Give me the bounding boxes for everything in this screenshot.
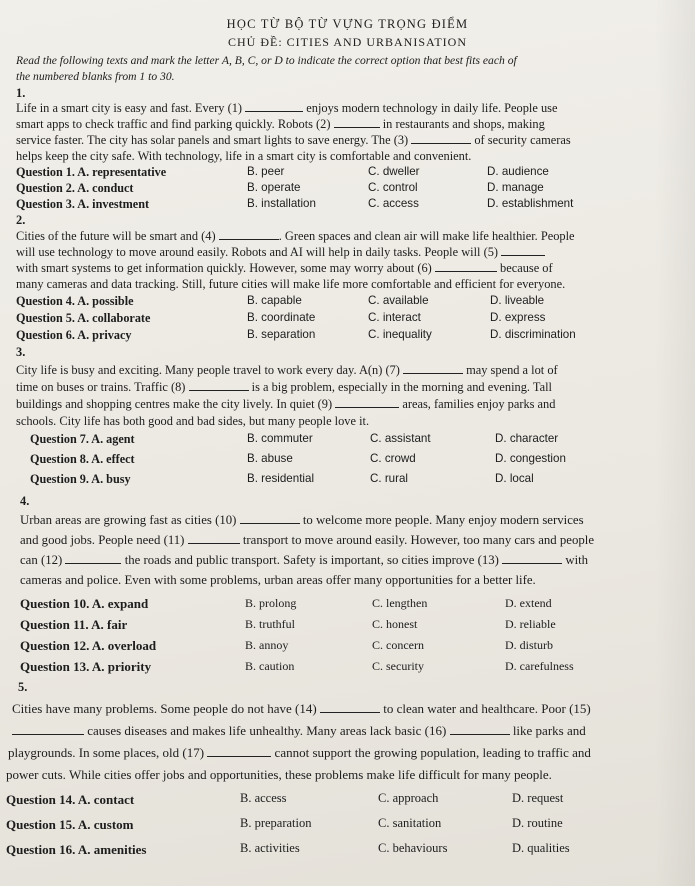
blank-2[interactable] [334,117,380,128]
question-6-label[interactable]: Question 6. A. privacy [16,328,132,342]
passage-3-line-3 [16,397,555,412]
passage-5-text: causes diseases and makes life unhealthy. Many areas lack basic (16) [87,723,447,738]
question-16-option-c[interactable]: C. behaviours [378,841,448,855]
passage-4-text: to welcome more people. Many enjoy modern services [302,513,584,527]
blank-1[interactable] [245,101,303,112]
question-11-option-c[interactable]: C. honest [372,617,418,631]
question-15-option-b[interactable]: B. preparation [240,816,312,830]
question-3-option-b[interactable]: B. installation [247,197,316,210]
blank-16[interactable] [450,724,510,735]
question-10-label[interactable]: Question 10. A. expand [20,596,149,611]
passage-1-line-1 [16,101,557,116]
passage-5-line-3 [8,745,591,761]
blank-6[interactable] [435,261,497,272]
passage-1-text: of security cameras [474,133,571,147]
passage-1-text: in restaurants and shops, making [382,117,545,131]
question-8-label[interactable]: Question 8. A. effect [30,452,135,466]
passage-3-text: City life is busy and exciting. Many people travel to work every day. A(n) (7) [16,363,400,377]
question-13-option-d[interactable]: D. carefulness [505,659,574,673]
question-13-option-c[interactable]: C. security [372,659,424,673]
passage-4-text: and good jobs. People need (11) [20,533,185,547]
question-2-option-c[interactable]: C. control [368,181,418,194]
question-7-option-d[interactable]: D. character [495,432,559,445]
passage-5-text: like parks and [512,723,586,738]
question-7-option-b[interactable]: B. commuter [247,432,313,445]
passage-2-line-1 [16,229,575,244]
blank-4[interactable] [219,229,279,240]
question-2-option-d[interactable]: D. manage [487,181,544,194]
question-16-option-b[interactable]: B. activities [240,841,300,855]
passage-3-text: is a big problem, especially in the morning and evening. Tall [251,380,552,394]
question-15-option-d[interactable]: D. routine [512,816,563,830]
passage-3-line-4: schools. City life has both good and bad sides, but many people love it. [16,414,370,428]
question-6-option-c[interactable]: C. inequality [368,328,432,341]
blank-9[interactable] [335,397,399,408]
passage-2-text: with smart systems to get information quickly. However, some may worry about (6) [16,261,432,275]
passage-3-line-1 [16,363,558,378]
question-10-option-c[interactable]: C. lengthen [372,596,428,610]
question-3-label[interactable]: Question 3. A. investment [16,197,150,211]
blank-8[interactable] [189,380,249,391]
passage-4-text: can (12) [20,553,63,567]
question-10-option-d[interactable]: D. extend [505,596,552,610]
question-13-option-b[interactable]: B. caution [245,659,295,673]
question-11-option-d[interactable]: D. reliable [505,617,556,631]
passage-5-text: cannot support the growing population, leading to traffic and [274,745,591,760]
blank-10[interactable] [240,513,300,524]
blank-13[interactable] [502,553,562,564]
question-8-option-d[interactable]: D. congestion [495,452,566,465]
question-12-option-c[interactable]: C. concern [372,638,424,652]
question-7-option-c[interactable]: C. assistant [370,432,431,445]
question-13-label[interactable]: Question 13. A. priority [20,659,152,674]
passage-4-text: with [565,553,589,567]
passage-1-text: Life in a smart city is easy and fast. Every (1) [16,101,243,115]
question-14-option-c[interactable]: C. approach [378,791,439,805]
question-14-option-b[interactable]: B. access [240,791,287,805]
page-edge-shadow [655,0,695,886]
question-8-option-c[interactable]: C. crowd [370,452,416,465]
question-15-option-c[interactable]: C. sanitation [378,816,442,830]
passage-3-number: 3. [16,345,26,359]
passage-2-line-2 [16,245,545,260]
question-5-option-b[interactable]: B. coordinate [247,311,316,324]
passage-5-line-4: power cuts. While cities offer jobs and opportunities, these problems make life difficult for many people. [6,767,552,782]
question-5-option-c[interactable]: C. interact [368,311,421,324]
passage-4-text: Urban areas are growing fast as cities (10) [20,513,237,527]
passage-1-text: enjoys modern technology in daily life. People use [306,101,558,115]
question-3-option-c[interactable]: C. access [368,197,419,210]
passage-2-text: will use technology to move around easily. Robots and AI will help in daily tasks. People will (5) [16,245,499,259]
question-11-label[interactable]: Question 11. A. fair [20,617,128,632]
question-5-option-d[interactable]: D. express [490,311,546,324]
passage-2-text: because of [500,261,553,275]
question-6-option-b[interactable]: B. separation [247,328,316,341]
passage-1-number: 1. [16,86,26,100]
question-14-label[interactable]: Question 14. A. contact [6,792,135,807]
question-1-option-c[interactable]: C. dweller [368,165,420,178]
instruction-line-2: the numbered blanks from 1 to 30. [16,70,175,83]
question-6-option-d[interactable]: D. discrimination [490,328,576,341]
question-4-label[interactable]: Question 4. A. possible [16,294,134,308]
passage-2-text: . Green spaces and clean air will make life healthier. People [278,229,575,243]
question-15-label[interactable]: Question 15. A. custom [6,817,134,832]
passage-5-number: 5. [18,680,28,694]
question-14-option-d[interactable]: D. request [512,791,564,805]
passage-3-text: buildings and shopping centres make the city lively. In quiet (9) [16,397,333,411]
worksheet-topic: CHỦ ĐỀ: CITIES AND URBANISATION [227,35,467,49]
question-16-option-d[interactable]: D. qualities [512,841,570,855]
passage-2-number: 2. [16,213,26,227]
question-1-label[interactable]: Question 1. A. representative [16,165,167,179]
question-8-option-b[interactable]: B. abuse [247,452,293,465]
passage-2-line-3 [16,261,553,276]
instruction-line-1: Read the following texts and mark the letter A, B, C, or D to indicate the correct option that best fits each of [16,54,517,67]
blank-3[interactable] [411,133,471,144]
question-5-label[interactable]: Question 5. A. collaborate [16,311,151,325]
passage-4-text: transport to move around easily. However, too many cars and people [242,533,595,547]
passage-1-text: service faster. The city has solar panels and smart lights to save energy. The (3) [16,133,409,147]
blank-7[interactable] [403,363,463,374]
passage-5-text: playgrounds. In some places, old (17) [8,745,205,760]
passage-5-line-2 [12,723,586,739]
blank-11[interactable] [188,533,240,544]
question-2-option-b[interactable]: B. operate [247,181,301,194]
question-9-option-c[interactable]: C. rural [370,472,409,485]
passage-2-line-4: many cameras and data tracking. Still, future cities will make life more comfortable and efficient for everyone. [16,277,566,291]
question-3-option-d[interactable]: D. establishment [487,197,574,210]
passage-3-line-2 [16,380,552,395]
passage-5-text: Cities have many problems. Some people do not have (14) [12,701,317,716]
question-9-option-b[interactable]: B. residential [247,472,315,485]
blank-5[interactable] [501,245,545,256]
question-16-label[interactable]: Question 16. A. amenities [6,842,147,857]
question-9-label[interactable]: Question 9. A. busy [30,472,131,486]
passage-4-line-3 [20,553,588,568]
blank-17[interactable] [207,746,271,757]
passage-3-text: may spend a lot of [466,363,558,377]
question-11-option-b[interactable]: B. truthful [245,617,295,631]
question-9-option-d[interactable]: D. local [495,472,534,485]
passage-4-number: 4. [20,494,30,508]
question-7-label[interactable]: Question 7. A. agent [30,432,135,446]
question-4-option-b[interactable]: B. capable [247,294,302,307]
blank-14[interactable] [320,702,380,713]
passage-2-text: Cities of the future will be smart and (4) [16,229,216,243]
passage-1-line-3 [16,133,571,148]
worksheet-title: HỌC TỪ BỘ TỪ VỰNG TRỌNG ĐIỂM [226,17,469,31]
passage-5-line-1 [12,701,591,717]
passage-4-text: the roads and public transport. Safety is important, so cities improve (13) [124,553,499,567]
passage-3-text: time on buses or trains. Traffic (8) [16,380,186,394]
passage-5-text: to clean water and healthcare. Poor (15) [383,701,591,716]
passage-1-line-4: helps keep the city safe. With technology, life in a smart city is comfortable and convenient. [16,149,472,163]
passage-4-line-4: cameras and police. Even with some problems, urban areas offer many opportunities for a better life. [20,573,536,587]
blank-15[interactable] [12,724,84,735]
question-4-option-d[interactable]: D. liveable [490,294,545,307]
passage-4-line-1 [20,513,584,528]
blank-12[interactable] [65,553,121,564]
passage-3-text: areas, families enjoy parks and [402,397,556,411]
passage-4-line-2 [20,533,594,548]
question-12-option-d[interactable]: D. disturb [505,638,553,652]
passage-1-text: smart apps to check traffic and find parking quickly. Robots (2) [16,117,331,131]
question-12-option-b[interactable]: B. annoy [245,638,289,652]
question-1-option-d[interactable]: D. audience [487,165,549,178]
passage-1-line-2 [16,117,545,132]
question-2-label[interactable]: Question 2. A. conduct [16,181,134,195]
question-12-label[interactable]: Question 12. A. overload [20,638,157,653]
question-10-option-b[interactable]: B. prolong [245,596,297,610]
question-1-option-b[interactable]: B. peer [247,165,285,178]
question-4-option-c[interactable]: C. available [368,294,429,307]
